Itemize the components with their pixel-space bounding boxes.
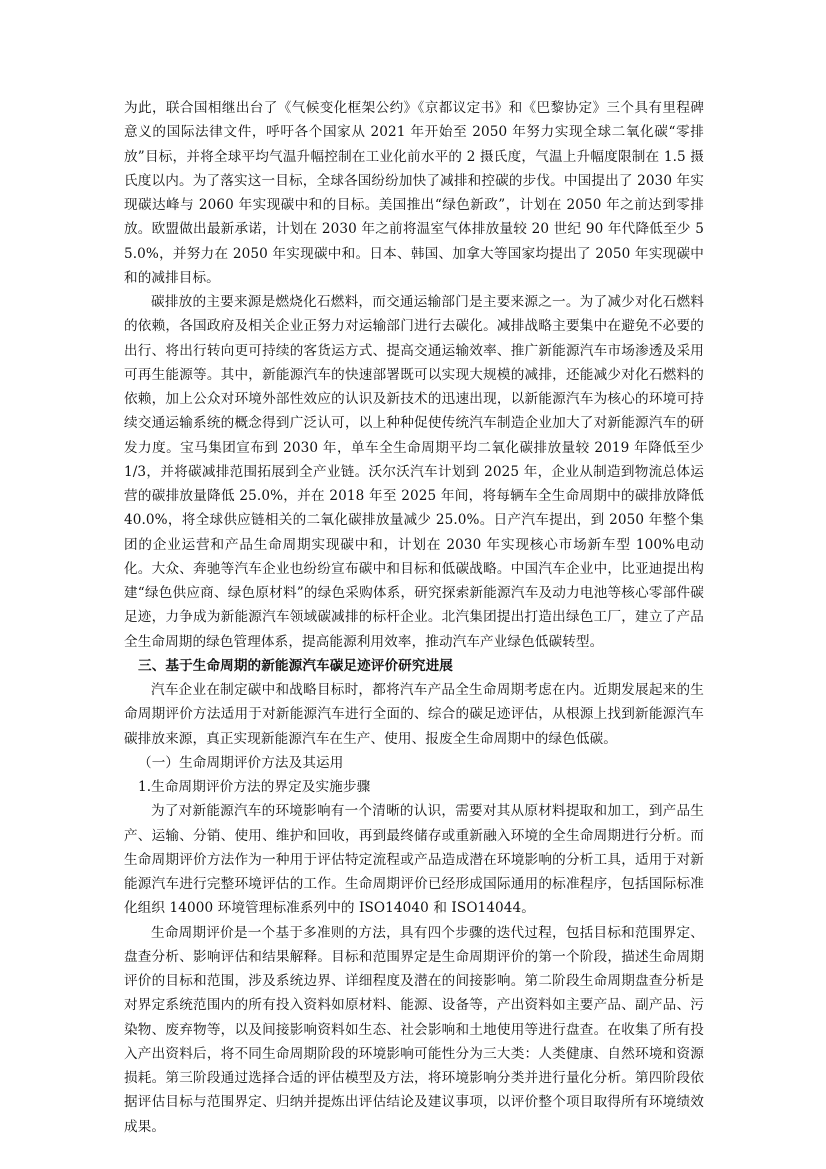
subsection-heading-1: （一）生命周期评价方法及其运用 xyxy=(138,754,344,771)
paragraph-lifecycle-intro: 汽车企业在制定碳中和战略目标时，都将汽车产品全生命周期考虑在内。近期发展起来的生命周期评价方法适用于对新能源汽车进行全面的、综合的碳足迹评估，从根源上找到新能源汽车碳排放来源，真正实现新能源汽车在生产、使用、报废全生命周期中的绿色低碳。 xyxy=(124,682,704,747)
section-heading-3: 三、基于生命周期的新能源汽车碳足迹评价研究进展 xyxy=(138,657,453,674)
document-page xyxy=(124,96,704,1139)
subsubsection-heading-1: 1.生命周期评价方法的界定及实施步骤 xyxy=(138,779,371,795)
paragraph-international-agreements: 为此，联合国相继出台了《气候变化框架公约》《京都议定书》和《巴黎协定》三个具有里程碑意义的国际法律文件，呼吁各个国家从 2021 年开始至 2050 年努力实现全球二氧化碳“零排放”目标，并将全球平均气温升幅控制在工业化前水平的 2 摄氏度，气温上升幅度限制在 1.5 摄氏度以内。为了落实这一目标，全球各国纷纷加快了减排和控碳的步伐。中国提出了 2030 年实现碳达峰与 2060 年实现碳中和的目标。美国推出“绿色新政”，计划在 2050 年之前达到零排放。欧盟做出最新承诺，计划在 2030 年之前将温室气体排放量较 20 世纪 90 年代降低至少 55.0%，并努力在 2050 年实现碳中和。日本、韩国、加拿大等国家均提出了 2050 年实现碳中和的减排目标。 xyxy=(124,100,704,286)
paragraph-lca-definition: 为了对新能源汽车的环境影响有一个清晰的认识，需要对其从原材料提取和加工，到产品生产、运输、分销、使用、维护和回收，再到最终储存或重新融入环境的全生命周期进行分析。而生命周期评价方法作为一种用于评估特定流程或产品造成潜在环境影响的分析工具，适用于对新能源汽车进行完整环境评估的工作。生命周期评价已经形成国际通用的标准程序，包括国际标准化组织 14000 环境管理标准系列中的 ISO14040 和 ISO14044。 xyxy=(124,803,704,917)
paragraph-lca-steps: 生命周期评价是一个基于多准则的方法，具有四个步骤的迭代过程，包括目标和范围界定、盘查分析、影响评估和结果解释。目标和范围界定是生命周期评价的第一个阶段，描述生命周期评价的目标和范围，涉及系统边界、详细程度及潜在的间接影响。第二阶段生命周期盘查分析是对界定系统范围内的所有投入资料如原材料、能源、设备等，产出资料如主要产品、副产品、污染物、废弃物等，以及间接影响资料如生态、社会影响和土地使用等进行盘查。在收集了所有投入产出资料后，将不同生命周期阶段的环境影响可能性分为三大类：人类健康、自然环境和资源损耗。第三阶段通过选择合适的评估模型及方法，将环境影响分类并进行量化分析。第四阶段依据评估目标与范围界定、归纳并提炼出评估结论及建议事项，以评价整个项目取得所有环境绩效成果。 xyxy=(124,924,704,1135)
paragraph-transport-decarbonization: 碳排放的主要来源是燃烧化石燃料，而交通运输部门是主要来源之一。为了减少对化石燃料的依赖，各国政府及相关企业正努力对运输部门进行去碳化。减排战略主要集中在避免不必要的出行、将出行转向更可持续的客货运方式、提高交通运输效率、推广新能源汽车市场渗透及采用可再生能源等。其中，新能源汽车的快速部署既可以实现大规模的减排，还能减少对化石燃料的依赖，加上公众对环境外部性效应的认识及新技术的迅速出现，以新能源汽车为核心的环境可持续交通运输系统的概念得到广泛认可，以上种种促使传统汽车制造企业加大了对新能源汽车的研发力度。宝马集团宣布到 2030 年，单车全生命周期平均二氧化碳排放量较 2019 年降低至少 1/3，并将碳减排范围拓展到全产业链。沃尔沃汽车计划到 2025 年，企业从制造到物流总体运营的碳排放量降低 25.0%，并在 2018 年至 2025 年间，将每辆车全生命周期中的碳排放降低 40.0%，将全球供应链相关的二氧化碳排放量减少 25.0%。日产汽车提出，到 2050 年整个集团的企业运营和产品生命周期实现碳中和，计划在 2030 年实现核心市场新车型 100%电动化。大众、奔驰等汽车企业也纷纷宣布碳中和目标和低碳战略。中国汽车企业中，比亚迪提出构建“绿色供应商、绿色原材料”的绿色采购体系，研究探索新能源汽车及动力电池等核心零部件碳足迹，力争成为新能源汽车领域碳减排的标杆企业。北汽集团提出打造出绿色工厂，建立了产品全生命周期的绿色管理体系，提高能源利用效率，推动汽车产业绿色低碳转型。 xyxy=(124,294,704,650)
